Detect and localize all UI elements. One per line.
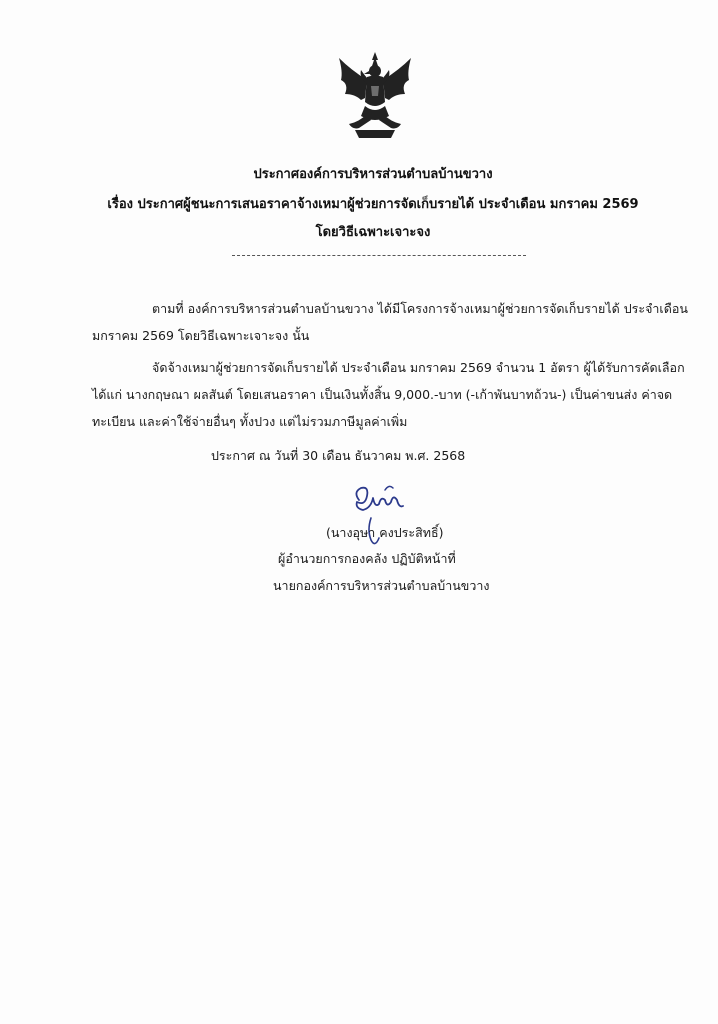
paragraph-2-line-3: ทะเบียน และค่าใช้จ่ายอื่นๆ ทั้งปวง แต่ไม่รวมภาษีมูลค่าเพิ่ม: [92, 414, 408, 429]
paragraph-2-line-2: ได้แก่ นางกฤษณา ผลสันต์ โดยเสนอราคา เป็นเงินทั้งสิ้น 9,000.-บาท (-เก้าพันบาทถ้วน-) เป็นค่าขนส่ง ค่าจด: [92, 387, 673, 402]
garuda-emblem-icon: [331, 50, 419, 142]
paragraph-1-line-1: ตามที่ องค์การบริหารส่วนตำบลบ้านขวาง ได้มีโครงการจ้างเหมาผู้ช่วยการจัดเก็บรายได้ ประจำเดือน: [152, 301, 688, 316]
title-subject: เรื่อง ประกาศผู้ชนะการเสนอราคาจ้างเหมาผู้ช่วยการจัดเก็บรายได้ ประจำเดือน มกราคม 2569: [107, 197, 639, 212]
title-organization: ประกาศองค์การบริหารส่วนตำบลบ้านขวาง: [253, 167, 493, 182]
paragraph-2-line-1: จัดจ้างเหมาผู้ช่วยการจัดเก็บรายได้ ประจำเดือน มกราคม 2569 จำนวน 1 อัตรา ผู้ได้รับการคัดเลือก: [152, 360, 685, 375]
announcement-date: ประกาศ ณ วันที่ 30 เดือน ธันวาคม พ.ศ. 2568: [211, 448, 466, 463]
signer-role-2: นายกองค์การบริหารส่วนตำบลบ้านขวาง: [273, 578, 490, 593]
title-method: โดยวิธีเฉพาะเจาะจง: [315, 225, 431, 240]
paragraph-1-line-2: มกราคม 2569 โดยวิธีเฉพาะเจาะจง นั้น: [92, 328, 310, 343]
signer-role-1: ผู้อำนวยการกองคลัง ปฏิบัติหน้าที่: [278, 551, 456, 566]
signer-name: (นางอุษา คงประสิทธิ์): [326, 525, 444, 540]
separator-line: [232, 255, 526, 256]
